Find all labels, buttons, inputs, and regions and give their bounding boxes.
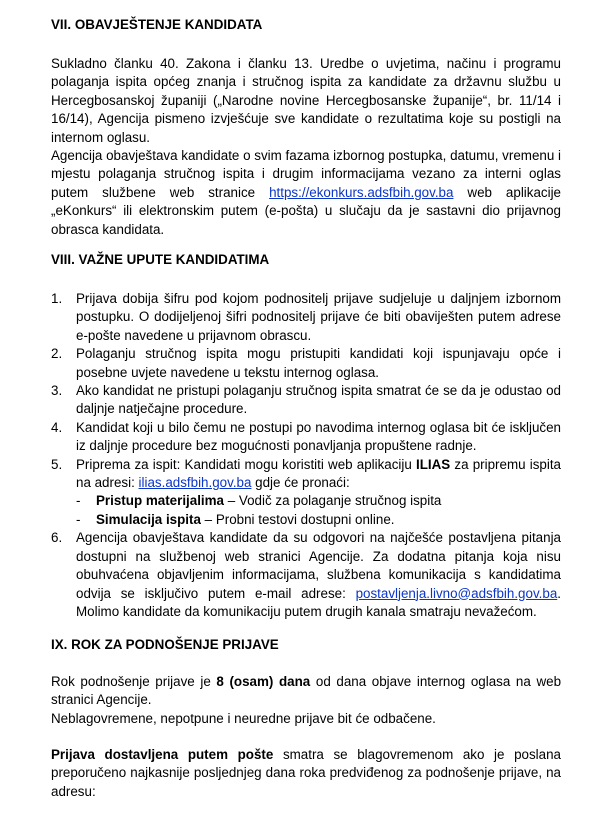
ekonkurs-link[interactable]: https://ekonkurs.adsfbih.gov.ba (269, 184, 454, 200)
section-7 (51, 16, 561, 34)
section-9-paragraph-2: Neblagovremene, nepotpune i neuredne prijave bit će odbačene. (51, 710, 436, 726)
section-9-paragraph-1: Rok podnošenje prijave je 8 (osam) dana od dana objave internog oglasa na web stranici Agencije. (51, 674, 562, 708)
section-7-title: VII. OBAVJEŠTENJE KANDIDATA (51, 17, 263, 32)
list-item: 6. Agencija obavještava kandidate da su odgovori na najčešće postavljena pitanja dostupni na službenoj web stranici Agencije. Za dodatna pitanja koja nisu obuhvaćena objavljenim informacijama, službena komunikacija s kandidatima odvija se isključivo putem e-mail adrese: postavljenja.livno@adsfbih.gov.ba. Molimo kandidate da komunikaciju putem drugih kanala smatraju nevažećom. (51, 530, 561, 619)
instructions-list (51, 290, 561, 621)
list-item: 3. Ako kandidat ne pristupi polaganju stručnog ispita smatrat će se da je odustao od daljnje natječajne procedure. (51, 383, 561, 417)
section-9-title: IX. ROK ZA PODNOŠENJE PRIJAVE (51, 637, 279, 652)
section-7-paragraph-2: Agencija obavještava kandidate o svim fazama izbornog postupka, datumu, vremenu i mjestu polaganja stručnog ispita i drugim informacijama vezano za interni oglas putem službene web stranice https://ekonkurs.adsfbih.gov.ba web aplikacije „eKonkurs“ ili elektronskim putem (e-pošta) u slučaju da je sastavni dio prijavnog obrasca kandidata. (51, 148, 562, 237)
section-9-body-2 (51, 746, 561, 801)
section-8-body (51, 290, 561, 621)
section-9-body (51, 673, 561, 728)
ilias-link[interactable]: ilias.adsfbih.gov.ba (138, 475, 252, 491)
sub-list-item: - Pristup materijalima – Vodič za polaganje stručnog ispita (76, 493, 442, 509)
email-link[interactable]: postavljenja.livno@adsfbih.gov.ba (355, 585, 558, 601)
section-8 (51, 251, 561, 269)
list-item: 4. Kandidat koji u bilo čemu ne postupi po navodima internog oglasa bit će isključen iz daljnje procedure bez mogućnosti ponavljanja propuštene radnje. (51, 419, 561, 454)
sub-list-item: - Simulacija ispita – Probni testovi dostupni online. (76, 511, 395, 527)
list-item: 2. Polaganju stručnog ispita mogu pristupiti kandidati koji ispunjavaju opće i posebne uvjete navedene u tekstu internog oglasa. (51, 346, 561, 380)
section-7-paragraph-1: Sukladno članku 40. Zakona i članku 13. Uredbe o uvjetima, načinu i programu polaganja ispita općeg znanja i stručnog ispita za kandidate za državnu službu u Hercegbosanskoj županiji („Narodne novine Hercegbosanske županije“, br. 11/14 i 16/14), Agencija pismeno izvješćuje sve kandidate o rezultatima koje su postigli na internom oglasu. (51, 56, 561, 145)
section-9-paragraph-3: Prijava dostavljena putem pošte smatra se blagovremenom ako je poslana preporučeno najkasnije posljednjeg dana roka predviđenog za podnošenje prijave, na adresu: (51, 747, 561, 799)
section-8-title: VIII. VAŽNE UPUTE KANDIDATIMA (51, 252, 270, 267)
section-7-body (51, 55, 561, 239)
list-item: 5. Priprema za ispit: Kandidati mogu koristiti web aplikaciju ILIAS za pripremu ispita na adresi: ilias.adsfbih.gov.ba gdje će pronaći: - Pristup materijalima – Vodič za polaganje stručnog ispita - Simulacija ispita – Probni testovi dostupni online. (51, 456, 561, 530)
list-item: 1. Prijava dobija šifru pod kojom podnositelj prijave sudjeluje u daljnjem izbornom postupku. O dodijeljenoj šifri podnositelj prijave će biti obaviješten putem adrese e-pošte navedene u prijavnom obrascu. (51, 291, 561, 343)
section-9 (51, 636, 561, 654)
